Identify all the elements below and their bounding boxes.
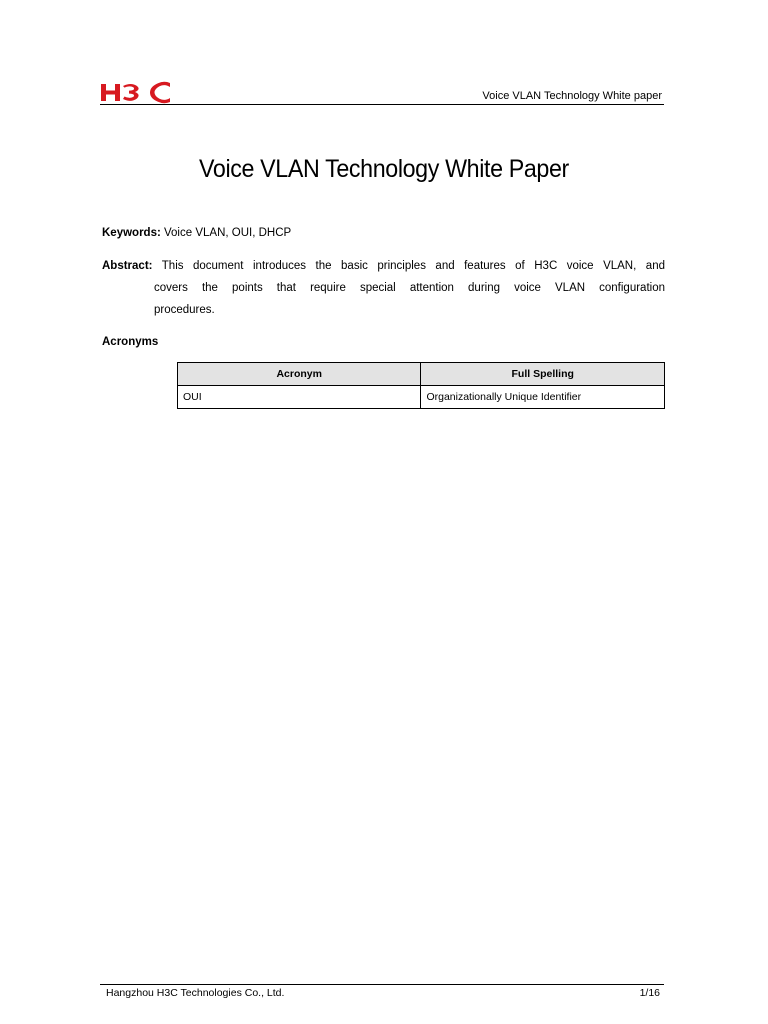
abstract-label: Abstract:: [102, 260, 153, 272]
column-header-full-spelling: Full Spelling: [421, 363, 665, 386]
keywords-value: Voice VLAN, OUI, DHCP: [164, 227, 292, 239]
table-row: [178, 386, 665, 409]
keywords-line: [102, 226, 291, 240]
abstract-line-3: procedures.: [154, 304, 215, 316]
running-header-title: Voice VLAN Technology White paper: [482, 90, 662, 102]
document-title: Voice VLAN Technology White Paper: [199, 155, 569, 183]
abstract-text-1: This document introduces the basic principles and features of H3C voice VLAN, and: [161, 260, 665, 272]
keywords-label: Keywords:: [102, 227, 161, 239]
table-cell-acronym: OUI: [178, 386, 421, 409]
acronyms-heading: Acronyms: [102, 336, 159, 348]
page-number: 1/16: [639, 987, 660, 999]
footer-company: Hangzhou H3C Technologies Co., Ltd.: [106, 987, 285, 999]
h3c-logo: [100, 80, 174, 104]
abstract-line-1: [102, 259, 665, 273]
footer-rule: [100, 984, 664, 985]
column-header-acronym: Acronym: [178, 363, 421, 386]
table-cell-full-spelling: Organizationally Unique Identifier: [421, 386, 665, 409]
header-rule: [100, 104, 664, 105]
acronym-table: [177, 362, 665, 409]
table-header-row: [178, 363, 665, 386]
abstract-line-2: covers the points that require special attention during voice VLAN configuration: [154, 282, 665, 294]
